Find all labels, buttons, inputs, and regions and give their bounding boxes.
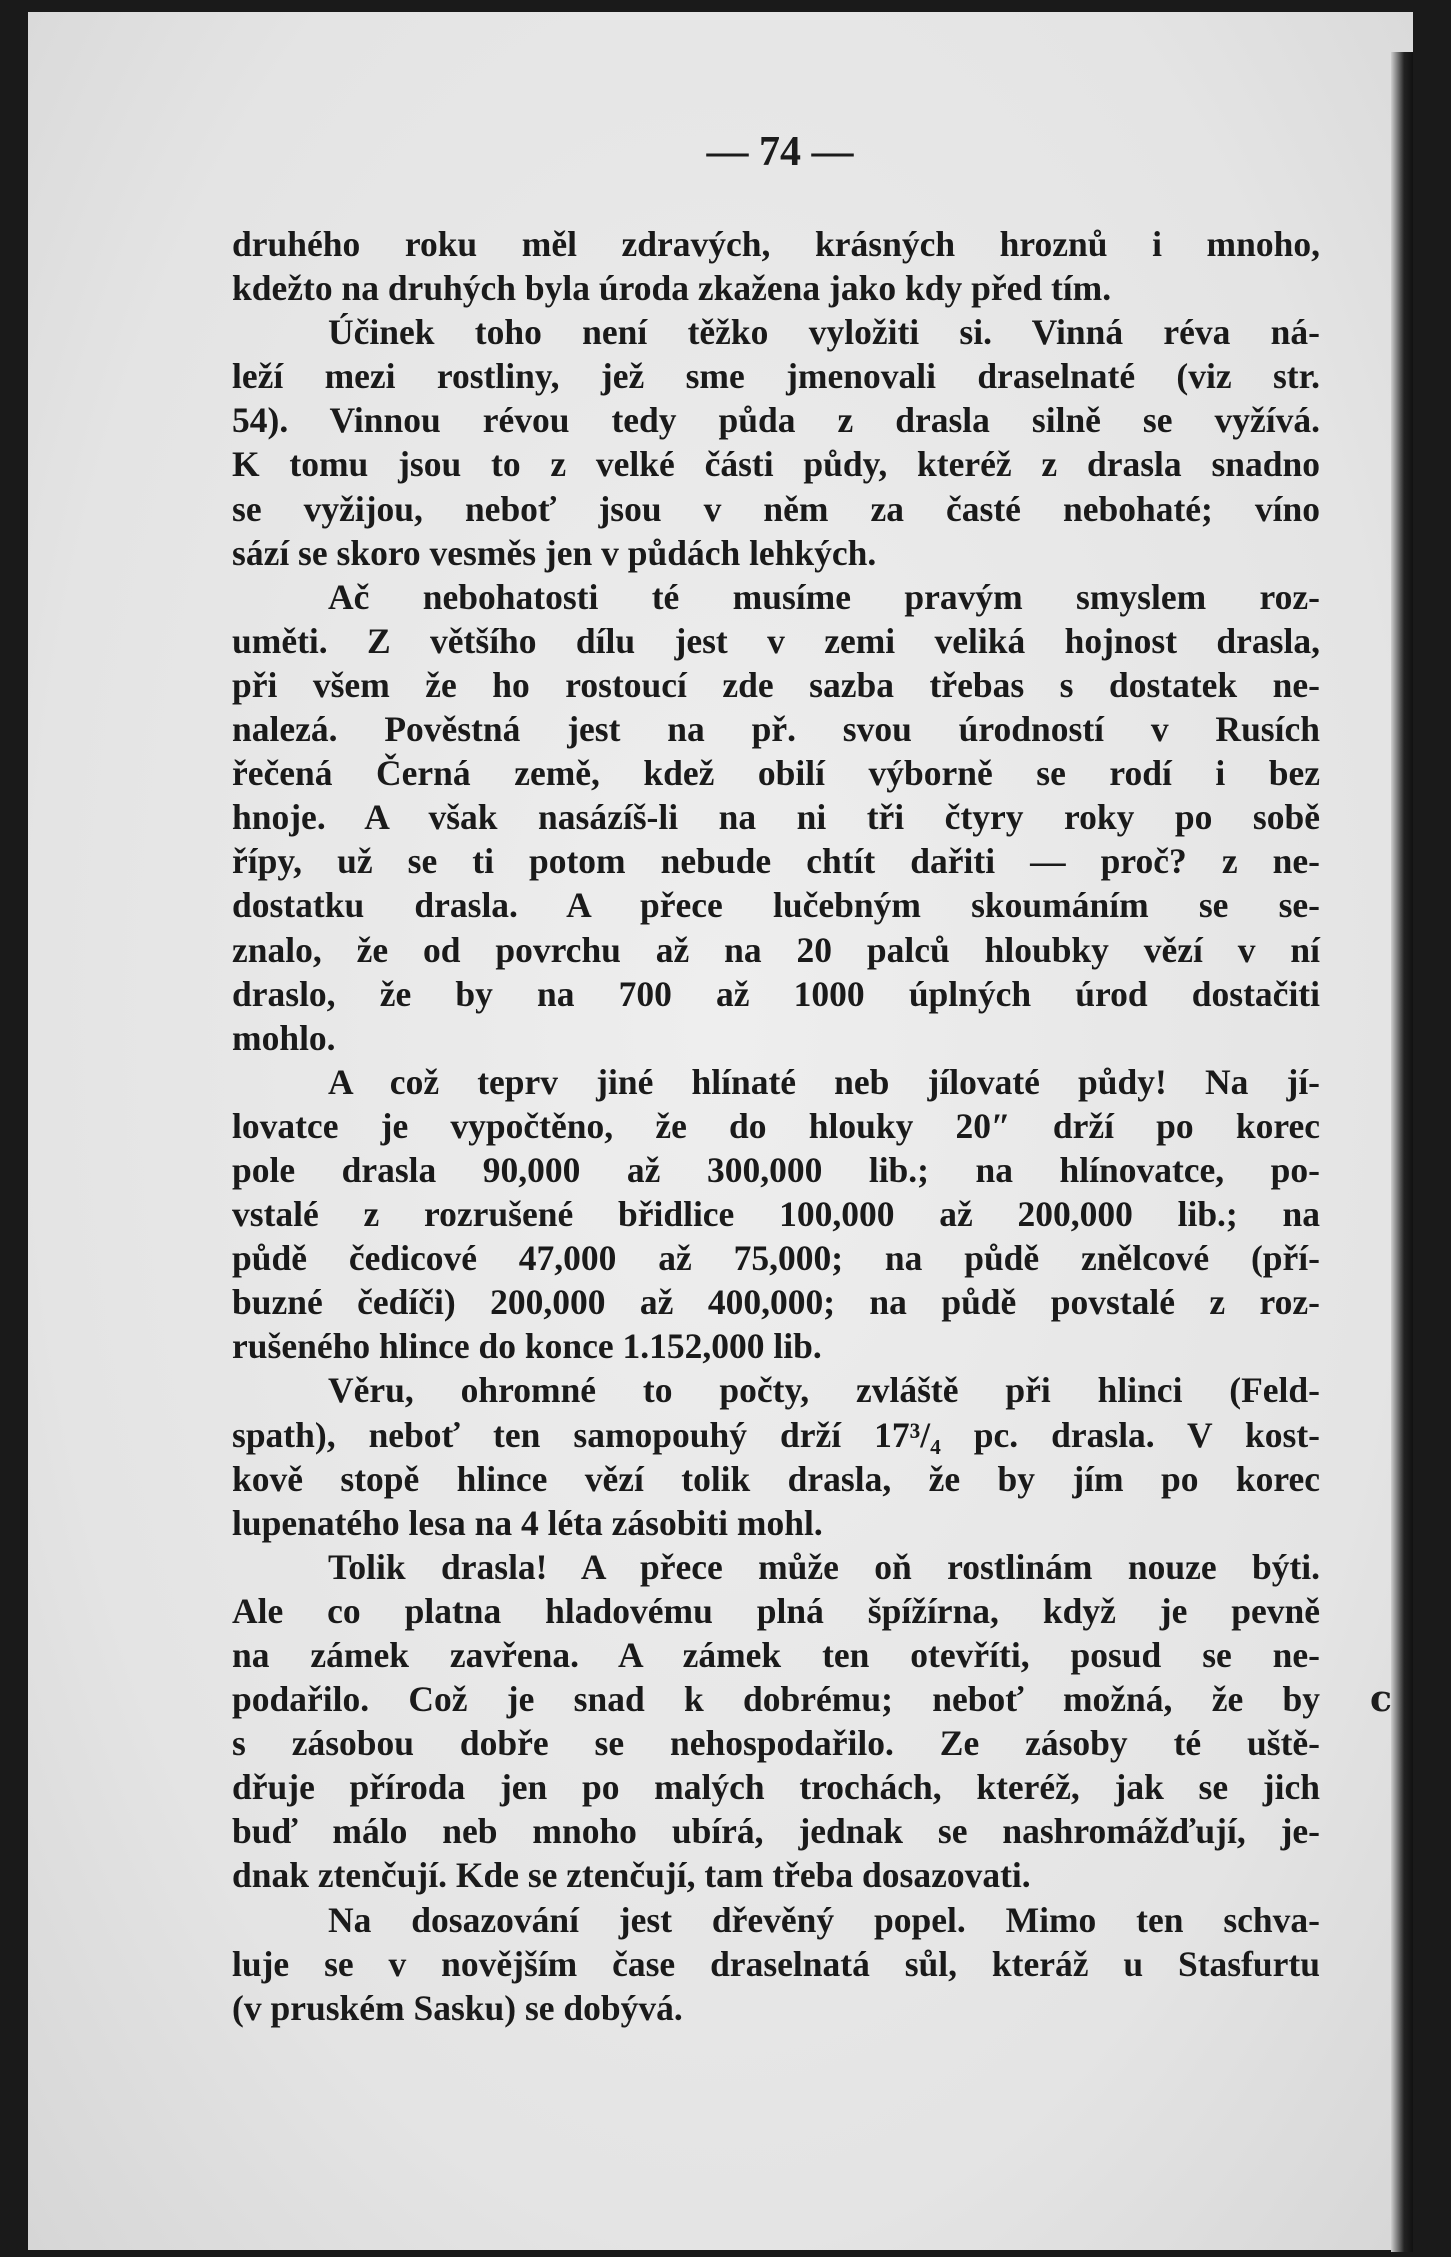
text-line: nalezá. Pověstná jest na př. svou úrodností v Rusích: [232, 709, 1320, 750]
text-line: dostatku drasla. A přece lučebným skoumáním se se-: [232, 885, 1320, 926]
text-line: podařilo. Což je snad k dobrému; neboť možná, že by: [232, 1679, 1320, 1720]
text-line: A což teprv jiné hlínaté neb jílovaté půdy! Na jí-: [328, 1061, 1320, 1102]
text-line: hnoje. A však nasázíš-li na ni tři čtyry roky po sobě: [232, 797, 1320, 838]
text-line: 54). Vinnou révou tedy půda z drasla silně se vyžívá.: [232, 400, 1320, 441]
text-line: lovatce je vypočtěno, že do hlouky 20″ drží po korec: [232, 1105, 1320, 1146]
text-line: buzné čedíči) 200,000 až 400,000; na půdě povstalé z roz-: [232, 1282, 1320, 1323]
text-line: dřuje příroda jen po malých trochách, kteréž, jak se jich: [232, 1767, 1320, 1808]
page-number: — 74 —: [706, 129, 854, 175]
margin-mark: c: [1370, 1678, 1392, 1720]
text-line: mohlo.: [232, 1017, 336, 1058]
text-line: Věru, ohromné to počty, zvláště při hlinci (Feld-: [328, 1370, 1320, 1411]
text-line: pole drasla 90,000 až 300,000 lib.; na hlínovatce, po-: [232, 1149, 1320, 1190]
text-line: Na dosazování jest dřevěný popel. Mimo ten schva-: [328, 1899, 1320, 1940]
text-line: se vyžijou, neboť jsou v něm za časté nebohaté; víno: [232, 488, 1320, 529]
text-line: draslo, že by na 700 až 1000 úplných úrod dostačiti: [232, 973, 1320, 1014]
text-line: (v pruském Sasku) se dobývá.: [232, 1987, 683, 2028]
text-line: kdežto na druhých byla úroda zkažena jako kdy před tím.: [232, 268, 1112, 309]
text-line: s zásobou dobře se nehospodařilo. Ze zásoby té uště-: [232, 1723, 1320, 1764]
text-line: kově stopě hlince vězí tolik drasla, že by jím po korec: [232, 1458, 1320, 1499]
text-line: spath), neboť ten samopouhý drží 17³/₄ pc. drasla. V kost-: [232, 1414, 1320, 1455]
text-line: řečená Černá země, kdež obilí výborně se rodí i bez: [232, 753, 1320, 794]
text-line: druhého roku měl zdravých, krásných hroznů i mnoho,: [232, 224, 1320, 264]
text-line: Tolik drasla! A přece může oň rostlinám nouze býti.: [328, 1546, 1320, 1587]
text-line: dnak ztenčují. Kde se ztenčují, tam třeba dosazovati.: [232, 1855, 1031, 1896]
text-line: luje se v novějším čase draselnatá sůl, kteráž u Stasfurtu: [232, 1943, 1320, 1984]
text-line: znalo, že od povrchu až na 20 palců hloubky vězí v ní: [232, 929, 1320, 970]
text-line: sází se skoro vesměs jen v půdách lehkých.: [232, 532, 877, 573]
text-line: K tomu jsou to z velké části půdy, kteréž z drasla snadno: [232, 444, 1320, 485]
text-line: Účinek toho není těžko vyložiti si. Vinná réva ná-: [328, 312, 1320, 353]
text-line: lupenatého lesa na 4 léta zásobiti mohl.: [232, 1502, 823, 1543]
text-line: půdě čedicové 47,000 až 75,000; na půdě znělcové (pří-: [232, 1238, 1320, 1279]
text-line: řípy, už se ti potom nebude chtít dařiti — proč? z ne-: [232, 841, 1320, 882]
text-line: vstalé z rozrušené břidlice 100,000 až 200,000 lib.; na: [232, 1194, 1320, 1235]
text-line: uměti. Z většího dílu jest v zemi veliká hojnost drasla,: [232, 620, 1320, 661]
text-line: na zámek zavřena. A zámek ten otevříti, posud se ne-: [232, 1635, 1320, 1675]
text-line: Ale co platna hladovému plná špížírna, když je pevně: [232, 1590, 1320, 1631]
page-gutter-shadow: [1391, 52, 1413, 2252]
text-line: Ač nebohatosti té musíme pravým smyslem roz-: [328, 576, 1320, 617]
body-text: [232, 222, 1320, 2030]
text-line: rušeného hlince do konce 1.152,000 lib.: [232, 1326, 822, 1367]
text-line: buď málo neb mnoho ubírá, jednak se nashromážďují, je-: [232, 1811, 1320, 1852]
text-line: leží mezi rostliny, jež sme jmenovali draselnaté (viz str.: [232, 356, 1320, 397]
text-line: při všem že ho rostoucí zde sazba třebas s dostatek ne-: [232, 664, 1320, 705]
